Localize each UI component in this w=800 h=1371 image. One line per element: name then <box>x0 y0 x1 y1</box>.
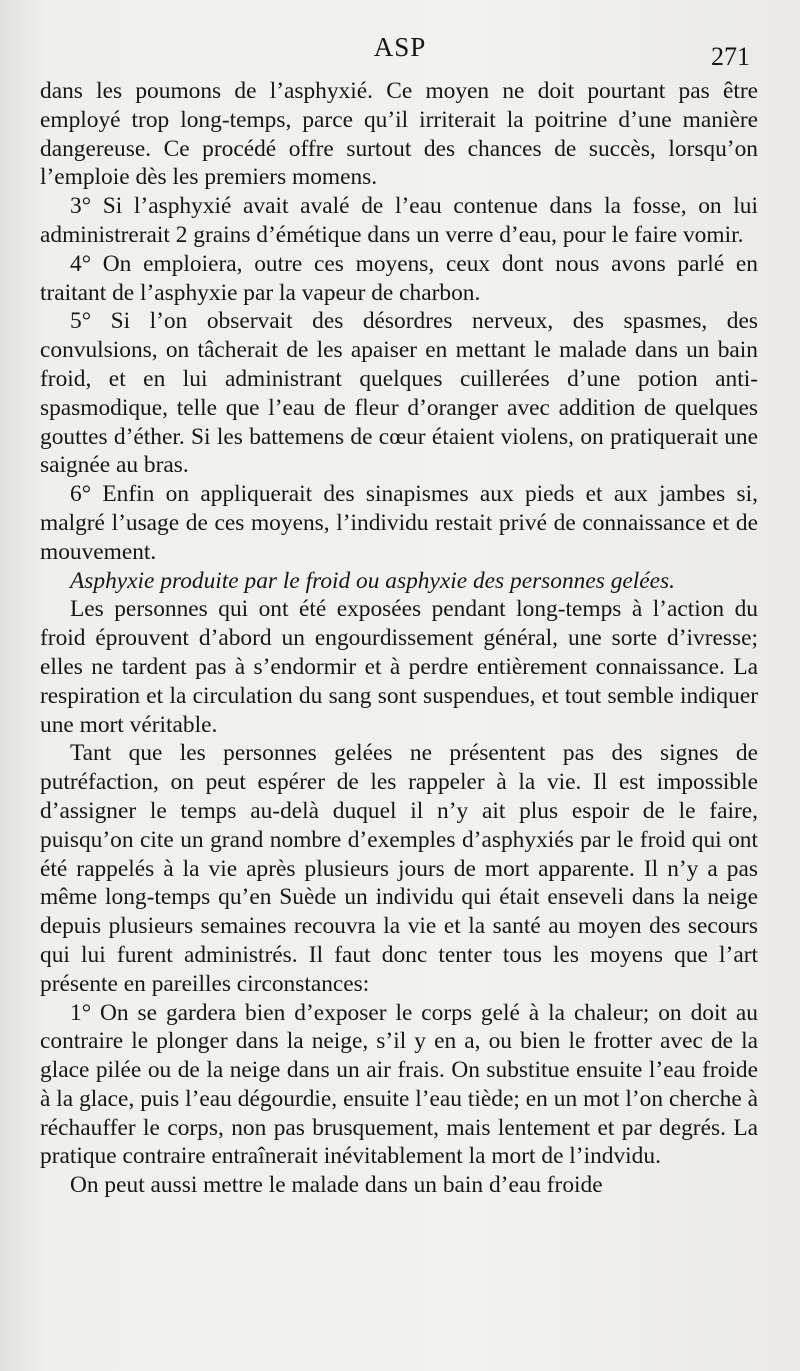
paragraph-cold-effects: Les personnes qui ont été exposées pendant long-temps à l’action du froid éprouvent d’abord un engourdissement général, une sorte d’ivresse; elles ne tardent pas à s’endormir et à perdre entièrement connaissance. La respiration et la circulation du sang sont suspendues, et tout semble indiquer une mort véritable. <box>40 596 758 738</box>
paragraph-item-3: 3° Si l’asphyxié avait avalé de l’eau contenue dans la fosse, on lui administrerait 2 grains d’émétique dans un verre d’eau, pour le faire vomir. <box>40 193 758 248</box>
running-head: ASP <box>373 32 427 62</box>
paragraph-item-6: 6° Enfin on appliquerait des sinapismes aux pieds et aux jambes si, malgré l’usage de ces moyens, l’individu restait privé de connaissance et de mouvement. <box>40 481 758 565</box>
paragraph-frozen-persons: Tant que les personnes gelées ne présentent pas des signes de putréfaction, on peut espérer de les rappeler à la vie. Il est impossible d’assigner le temps au-delà duquel il n’y ait plus espoir de le faire, puisqu’on cite un grand nombre d’exemples d’asphyxiés par le froid qui ont été rappelés à la vie après plusieurs jours de mort apparente. Il n’y a pas même long-temps qu’en Suède un individu qui était enseveli dans la neige depuis plusieurs semaines recouvra la vie et la santé au moyen des secours qui lui furent administrés. Il faut donc tenter tous les moyens que l’art présente en pareilles circonstances: <box>40 740 758 997</box>
paragraph-item-1: 1° On se gardera bien d’exposer le corps gelé à la chaleur; on doit au contraire le plonger dans la neige, s’il y en a, ou bien le frotter avec de la glace pilée ou de la neige dans un air frais. On substitue ensuite l’eau froide à la glace, puis l’eau dégourdie, ensuite l’eau tiède; en un mot l’on cherche à réchauffer le corps, non pas brusquement, mais lentement et par degrés. La pratique contraire entraînerait inévitablement la mort de l’indvidu. <box>40 999 758 1170</box>
paragraph-item-5: 5° Si l’on observait des désordres nerveux, des spasmes, des convulsions, on tâcherait de les apaiser en mettant le malade dans un bain froid, et en lui administrant quelques cuillerées d’une potion anti-spasmodique, telle que l’eau de fleur d’oranger avec addition de quelques gouttes d’éther. Si les battemens de cœur étaient violens, on pratiquerait une saignée au bras. <box>40 308 758 479</box>
paragraph-continuation: dans les poumons de l’asphyxié. Ce moyen ne doit pourtant pas être employé trop long-temps, parce qu’il irriterait la poitrine d’une manière dangereuse. Ce procédé offre surtout des chances de succès, lorsqu’on l’emploie dès les premiers momens. <box>40 78 758 191</box>
page-number: 271 <box>711 42 750 71</box>
page-header <box>40 30 760 70</box>
paragraph-final: On peut aussi mettre le malade dans un bain d’eau froide <box>70 1172 603 1199</box>
page-body <box>40 77 758 1200</box>
paragraph-item-4: 4° On emploiera, outre ces moyens, ceux dont nous avons parlé en traitant de l’asphyxie par la vapeur de charbon. <box>40 250 758 306</box>
section-heading: Asphyxie produite par le froid ou asphyxie des personnes gelées. <box>70 567 675 594</box>
